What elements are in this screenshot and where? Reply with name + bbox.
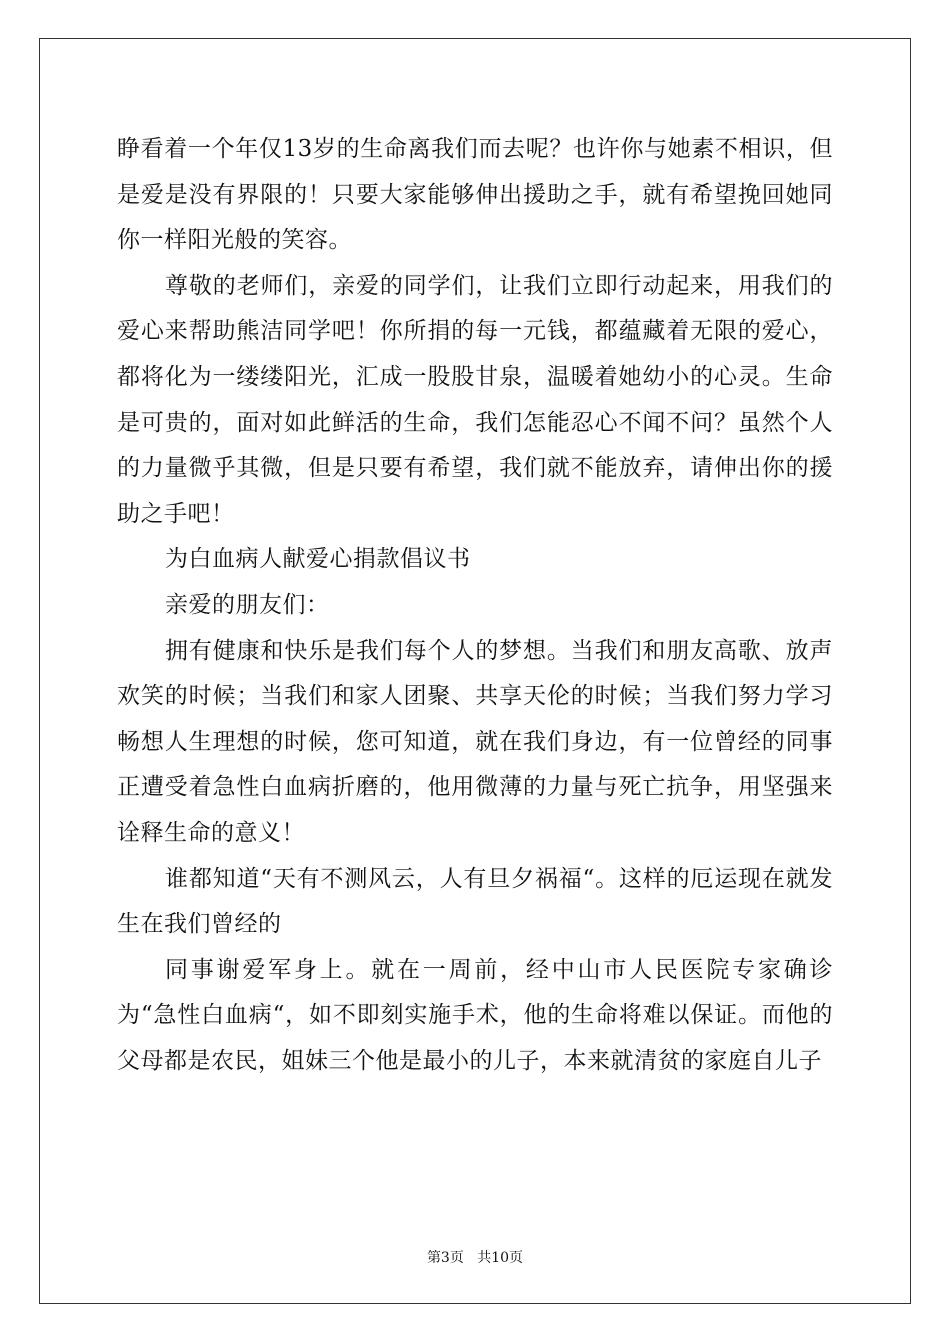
page-footer	[0, 1247, 950, 1267]
document-body	[117, 127, 833, 1084]
page-number: 第3页	[426, 1250, 464, 1266]
section-title: 为白血病人献爱心捐款倡议书	[165, 546, 471, 573]
salutation: 亲爱的朋友们：	[165, 591, 330, 618]
paragraph-3: 拥有健康和快乐是我们每个人的梦想。当我们和朋友高歌、放声欢笑的时候；当我们和家人团聚、共享天伦的时候；当我们努力学习畅想人生理想的时候，您可知道，就在我们身边，有一位曾经的同事正遭受着急性白血病折磨的，他用微薄的力量与死亡抗争，用坚强来诠释生命的意义！	[117, 637, 833, 846]
paragraph-4: 谁都知道“天有不测风云，人有旦夕祸福“。这样的厄运现在就发生在我们曾经的	[117, 865, 833, 938]
page-total: 共10页	[477, 1250, 524, 1266]
paragraph-2: 尊敬的老师们，亲爱的同学们，让我们立即行动起来，用我们的爱心来帮助熊洁同学吧！你所捐的每一元钱，都蕴藏着无限的爱心，都将化为一缕缕阳光，汇成一股股甘泉，温暖着她幼小的心灵。生命是可贵的，面对如此鲜活的生命，我们怎能忍心不闻不问？虽然个人的力量微乎其微，但是只要有希望，我们就不能放弃，请伸出你的援助之手吧！	[117, 272, 833, 527]
paragraph-1: 睁看着一个年仅13岁的生命离我们而去呢？也许你与她素不相识，但是爱是没有界限的！只要大家能够伸出援助之手，就有希望挽回她同你一样阳光般的笑容。	[117, 136, 833, 254]
paragraph-5: 同事谢爱军身上。就在一周前，经中山市人民医院专家确诊为“急性白血病“，如不即刻实施手术，他的生命将难以保证。而他的父母都是农民，姐妹三个他是最小的儿子，本来就清贫的家庭自儿子	[117, 956, 833, 1074]
